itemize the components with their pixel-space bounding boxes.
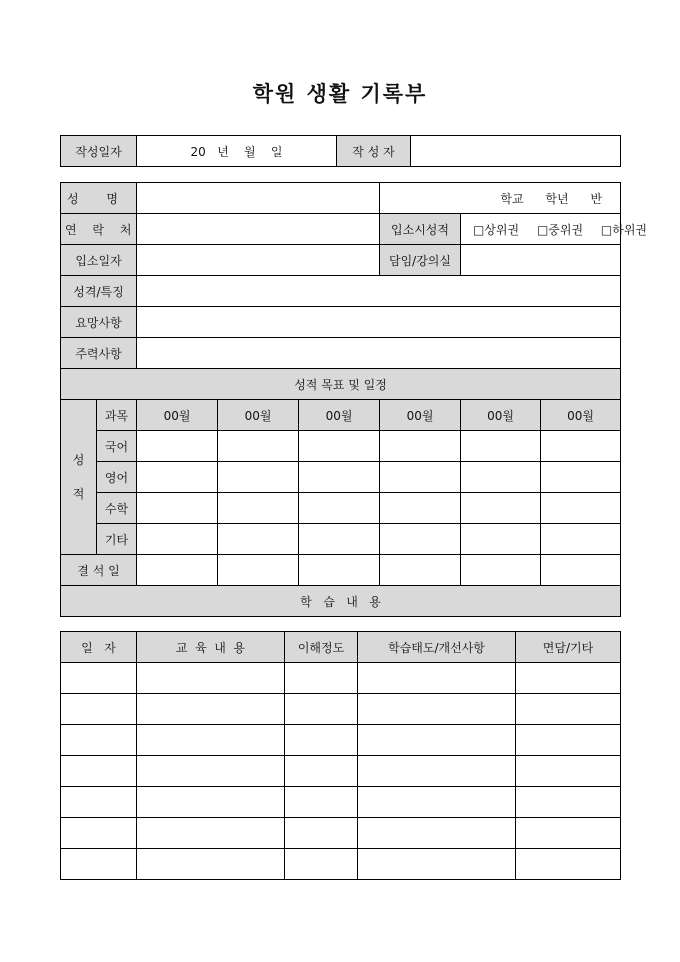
learning-cell[interactable] bbox=[61, 725, 137, 756]
grade-year-text: 학년 bbox=[545, 191, 569, 206]
goals-section-title: 성적 목표 및 일정 bbox=[61, 369, 621, 400]
learning-cell[interactable] bbox=[137, 663, 285, 694]
admission-date-label: 입소일자 bbox=[61, 245, 137, 276]
learning-cell[interactable] bbox=[358, 818, 516, 849]
personality-label: 성격/특징 bbox=[61, 276, 137, 307]
contact-value[interactable] bbox=[137, 214, 380, 245]
date-label: 작성일자 bbox=[61, 136, 137, 167]
absence-cell[interactable] bbox=[218, 555, 299, 586]
subject-english: 영어 bbox=[97, 462, 137, 493]
absence-cell[interactable] bbox=[461, 555, 541, 586]
learning-rows bbox=[61, 663, 621, 880]
score-cell[interactable] bbox=[299, 524, 380, 555]
learning-cell[interactable] bbox=[516, 663, 621, 694]
learning-cell[interactable] bbox=[285, 787, 358, 818]
col-content: 교 육 내 용 bbox=[137, 632, 285, 663]
learning-cell[interactable] bbox=[61, 849, 137, 880]
score-cell[interactable] bbox=[218, 462, 299, 493]
learning-cell[interactable] bbox=[358, 787, 516, 818]
grade-vertical-label: 성 적 bbox=[61, 400, 97, 555]
month-header: 00월 bbox=[137, 400, 218, 431]
table-row bbox=[61, 818, 621, 849]
learning-cell[interactable] bbox=[516, 849, 621, 880]
score-cell[interactable] bbox=[299, 431, 380, 462]
writer-label: 작 성 자 bbox=[337, 136, 411, 167]
option-middle[interactable]: □중위권 bbox=[536, 222, 584, 237]
score-cell[interactable] bbox=[137, 493, 218, 524]
date-value[interactable]: 20 년 월 일 bbox=[137, 136, 337, 167]
learning-cell[interactable] bbox=[61, 818, 137, 849]
subject-korean: 국어 bbox=[97, 431, 137, 462]
learning-cell[interactable] bbox=[137, 849, 285, 880]
header-table bbox=[60, 135, 621, 167]
learning-cell[interactable] bbox=[61, 787, 137, 818]
learning-cell[interactable] bbox=[516, 694, 621, 725]
option-lower[interactable]: □하위권 bbox=[600, 222, 648, 237]
subject-math: 수학 bbox=[97, 493, 137, 524]
absence-cell[interactable] bbox=[380, 555, 461, 586]
score-cell[interactable] bbox=[137, 462, 218, 493]
score-cell[interactable] bbox=[541, 462, 621, 493]
score-cell[interactable] bbox=[461, 493, 541, 524]
learning-cell[interactable] bbox=[61, 663, 137, 694]
homeroom-value[interactable] bbox=[461, 245, 621, 276]
learning-cell[interactable] bbox=[516, 787, 621, 818]
subject-header: 과목 bbox=[97, 400, 137, 431]
learning-cell[interactable] bbox=[516, 818, 621, 849]
learning-cell[interactable] bbox=[358, 725, 516, 756]
learning-cell[interactable] bbox=[61, 694, 137, 725]
learning-section-title: 학 습 내 용 bbox=[61, 586, 621, 617]
score-cell[interactable] bbox=[218, 431, 299, 462]
learning-cell[interactable] bbox=[285, 725, 358, 756]
admission-date-value[interactable] bbox=[137, 245, 380, 276]
month-header: 00월 bbox=[218, 400, 299, 431]
col-attitude: 학습태도/개선사항 bbox=[358, 632, 516, 663]
writer-value[interactable] bbox=[411, 136, 621, 167]
document-title: 학원 생활 기록부 bbox=[252, 81, 428, 106]
admission-grade-label: 입소시성적 bbox=[380, 214, 461, 245]
score-cell[interactable] bbox=[461, 431, 541, 462]
score-cell[interactable] bbox=[137, 524, 218, 555]
score-cell[interactable] bbox=[218, 524, 299, 555]
learning-cell[interactable] bbox=[285, 663, 358, 694]
learning-cell[interactable] bbox=[358, 756, 516, 787]
learning-cell[interactable] bbox=[516, 725, 621, 756]
month-header: 00월 bbox=[380, 400, 461, 431]
learning-cell[interactable] bbox=[137, 756, 285, 787]
learning-cell[interactable] bbox=[285, 849, 358, 880]
score-cell[interactable] bbox=[541, 524, 621, 555]
learning-cell[interactable] bbox=[61, 756, 137, 787]
table-row bbox=[61, 756, 621, 787]
score-cell[interactable] bbox=[461, 524, 541, 555]
learning-cell[interactable] bbox=[516, 756, 621, 787]
school-text: 학교 bbox=[500, 191, 524, 206]
score-cell[interactable] bbox=[380, 462, 461, 493]
learning-table bbox=[60, 631, 621, 880]
score-cell[interactable] bbox=[380, 524, 461, 555]
score-cell[interactable] bbox=[461, 462, 541, 493]
name-value[interactable] bbox=[137, 183, 380, 214]
learning-cell[interactable] bbox=[137, 818, 285, 849]
table-row bbox=[61, 694, 621, 725]
score-cell[interactable] bbox=[218, 493, 299, 524]
score-cell[interactable] bbox=[541, 431, 621, 462]
table-row bbox=[61, 725, 621, 756]
subject-other: 기타 bbox=[97, 524, 137, 555]
focus-value[interactable] bbox=[137, 338, 621, 369]
option-upper[interactable]: □상위권 bbox=[473, 222, 520, 237]
month-header: 00월 bbox=[541, 400, 621, 431]
score-cell[interactable] bbox=[541, 493, 621, 524]
score-cell[interactable] bbox=[299, 462, 380, 493]
score-cell[interactable] bbox=[299, 493, 380, 524]
learning-cell[interactable] bbox=[285, 694, 358, 725]
learning-cell[interactable] bbox=[285, 818, 358, 849]
table-row bbox=[61, 787, 621, 818]
learning-cell[interactable] bbox=[358, 694, 516, 725]
table-row bbox=[61, 849, 621, 880]
learning-cell[interactable] bbox=[285, 756, 358, 787]
personality-value[interactable] bbox=[137, 276, 621, 307]
month-header: 00월 bbox=[299, 400, 380, 431]
absence-label: 결 석 일 bbox=[61, 555, 137, 586]
learning-cell[interactable] bbox=[137, 694, 285, 725]
request-label: 요망사항 bbox=[61, 307, 137, 338]
absence-cell[interactable] bbox=[299, 555, 380, 586]
learning-cell[interactable] bbox=[137, 787, 285, 818]
col-counsel: 면담/기타 bbox=[516, 632, 621, 663]
col-date: 일 자 bbox=[61, 632, 137, 663]
learning-cell[interactable] bbox=[358, 663, 516, 694]
class-text: 반 bbox=[590, 191, 603, 206]
focus-label: 주력사항 bbox=[61, 338, 137, 369]
learning-cell[interactable] bbox=[137, 725, 285, 756]
school-class-field[interactable] bbox=[380, 183, 621, 214]
month-header: 00월 bbox=[461, 400, 541, 431]
absence-cell[interactable] bbox=[137, 555, 218, 586]
homeroom-label: 담임/강의실 bbox=[380, 245, 461, 276]
absence-cell[interactable] bbox=[541, 555, 621, 586]
record-table bbox=[60, 182, 648, 617]
contact-label: 연 락 처 bbox=[61, 214, 137, 245]
score-cell[interactable] bbox=[380, 493, 461, 524]
name-label: 성 명 bbox=[61, 183, 137, 214]
request-value[interactable] bbox=[137, 307, 621, 338]
grade-options bbox=[461, 214, 648, 245]
table-row bbox=[61, 663, 621, 694]
col-understanding: 이해정도 bbox=[285, 632, 358, 663]
score-cell[interactable] bbox=[137, 431, 218, 462]
score-cell[interactable] bbox=[380, 431, 461, 462]
learning-cell[interactable] bbox=[358, 849, 516, 880]
